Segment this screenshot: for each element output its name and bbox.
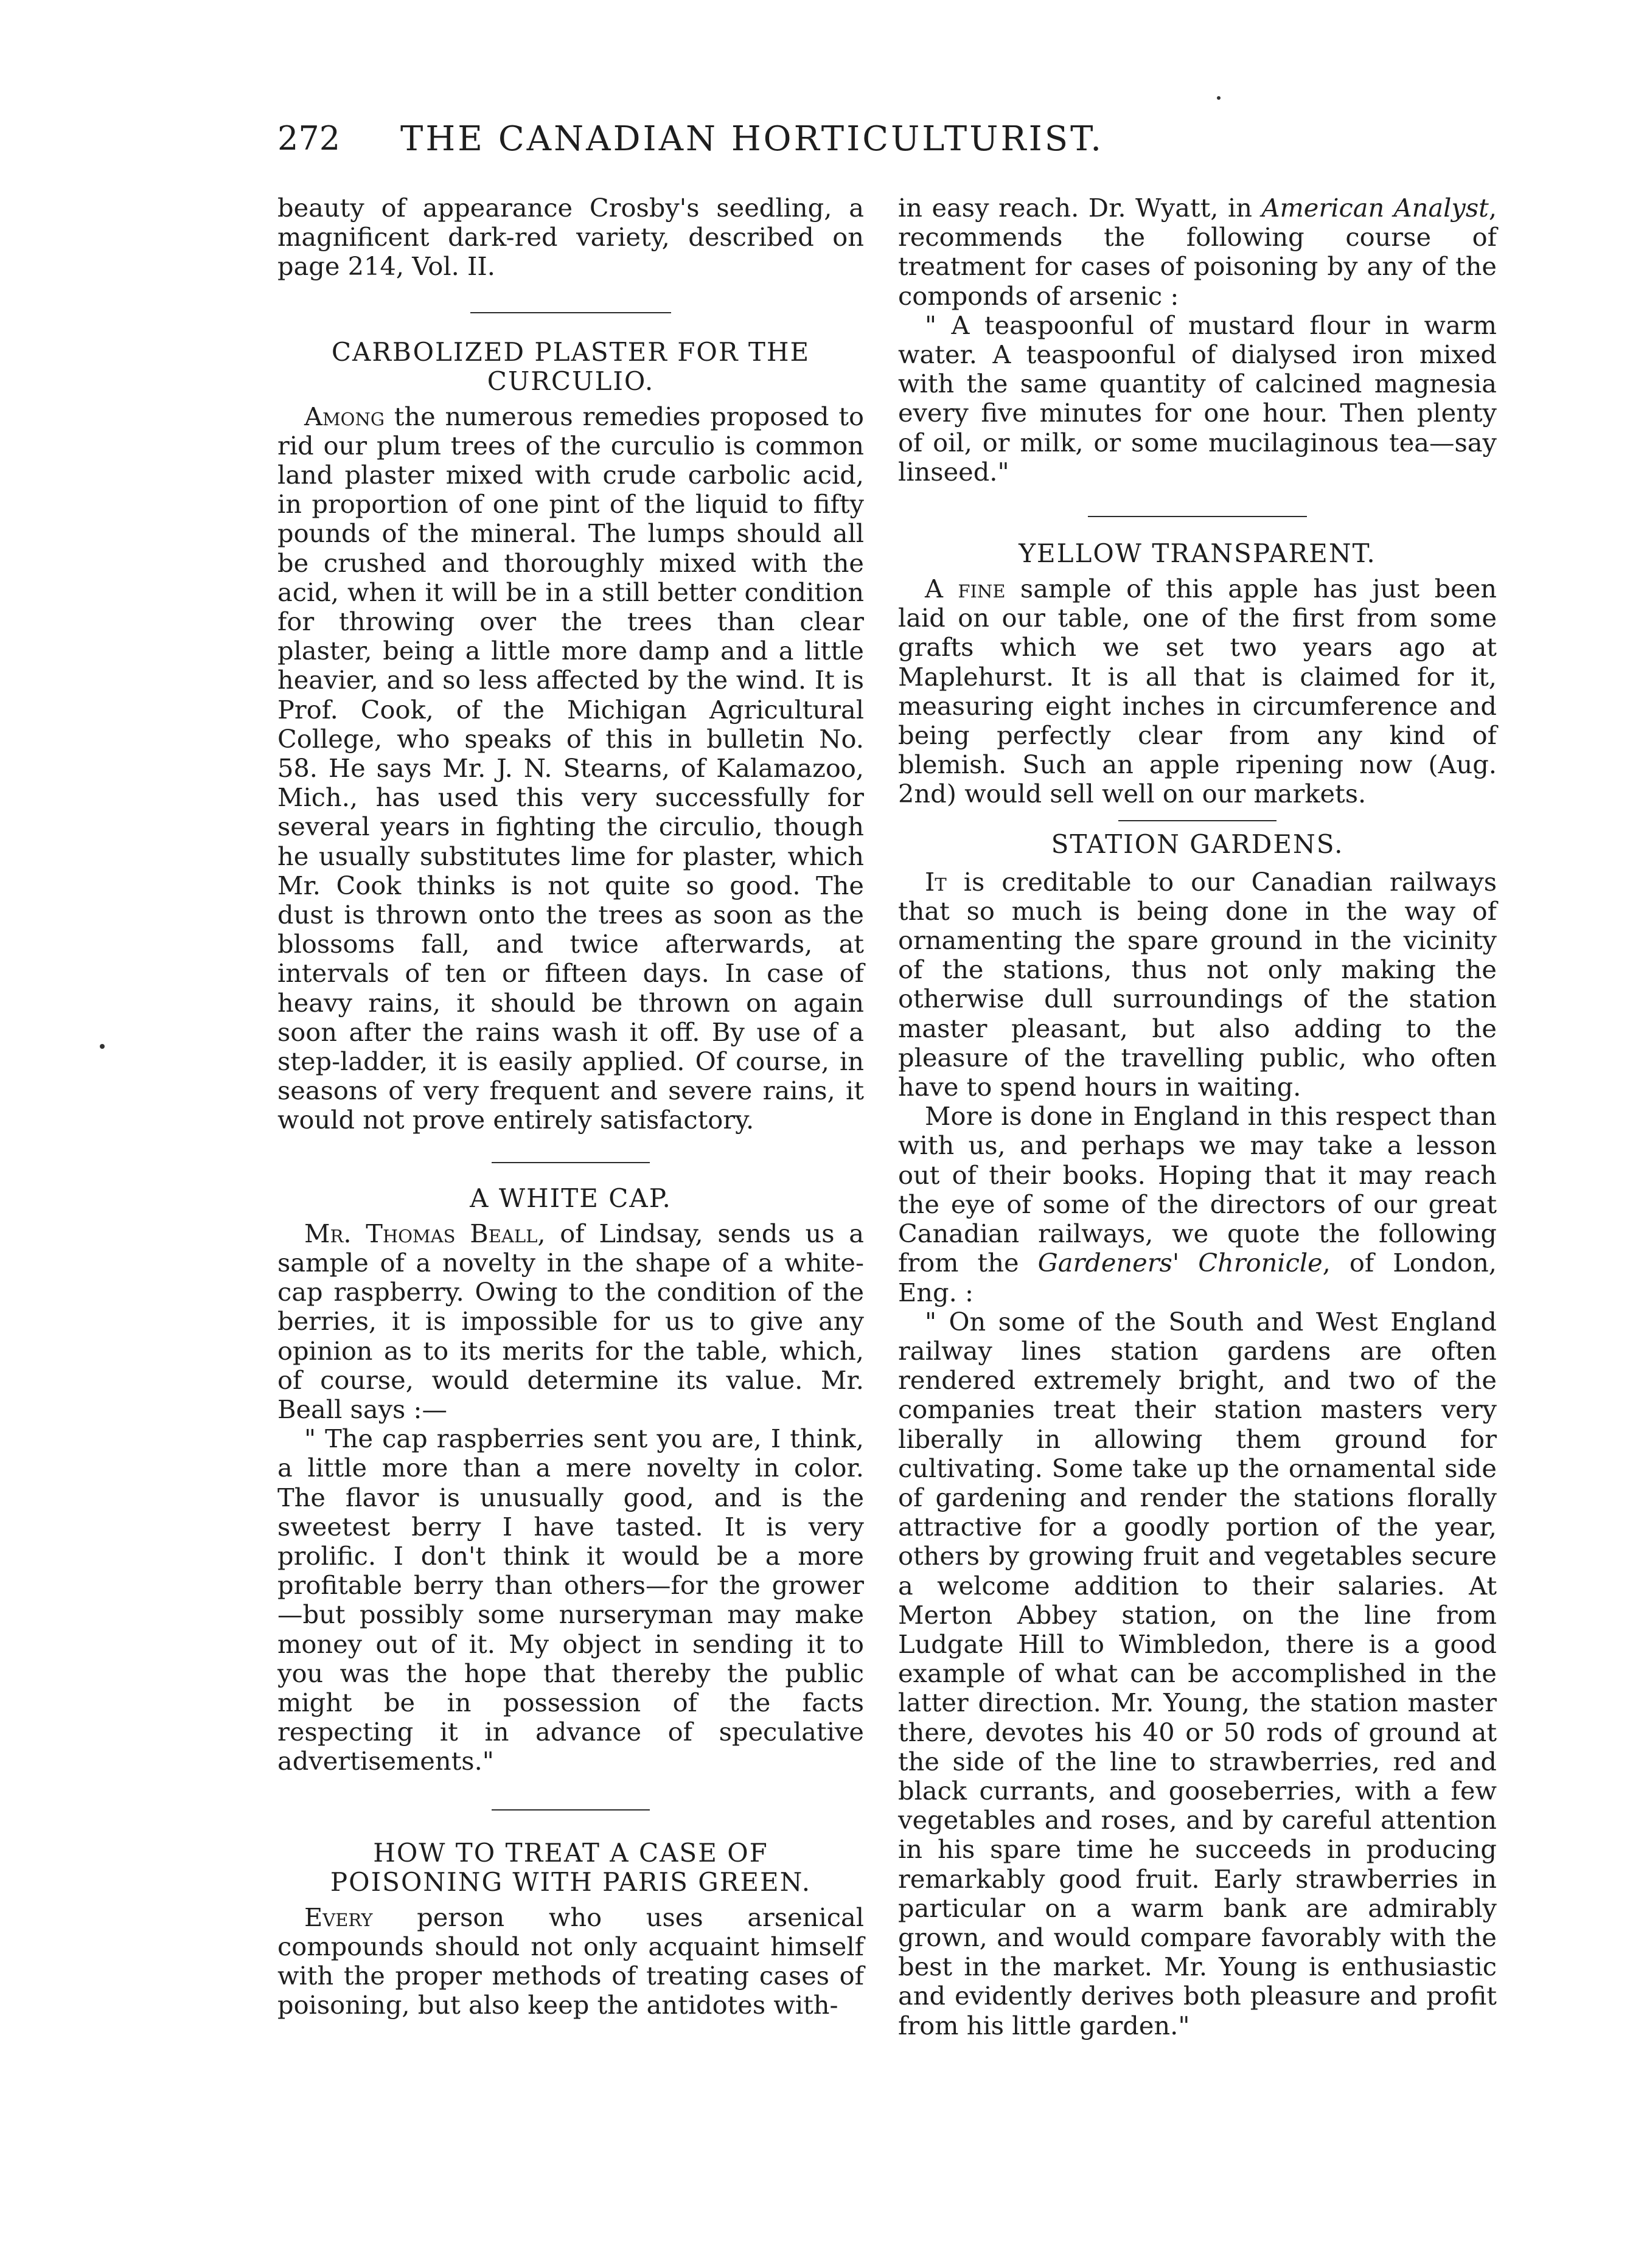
white-cap-paragraph [277,1219,864,1424]
right-column [898,193,1497,2040]
section-divider [492,1162,650,1163]
print-speck [1217,96,1221,100]
lead-word: Among [304,401,385,431]
station-quote: " On some of the South and West England railway lines station gardens are often rendered extremely bright, and two of the companies treat their station masters very liberally in allowing them ground for cultivating. Some take up the ornamental side of gardening and render the stations florally attractive for a goodly portion of the year, others by growing fruit and vegetables secure a welcome addition to their salaries. At Merton Abbey station, on the line from Ludgate Hill to Wimbledon, there is a good example of what can be accomplished in the latter direction. Mr. Young, the station master there, devotes his 40 or 50 rods of ground at the side of the line to strawberries, red and black currants, and gooseberries, with a few vegetables and roses, and by careful attention in his spare time he succeeds in producing remarkably good fruit. Early strawberries in particular on a warm bank are admirably grown, and would compare favorably with the best in the market. Mr. Young is enthusiastic and evidently derives both pleasure and profit from his little garden." [898,1306,1497,2040]
page-header [277,119,1227,174]
paris-green-quote: " A teaspoonful of mustard flour in warm water. A teaspoonful of dialysed iron mixed with the same quantity of calcined magnesia every five minutes for one hour. Then plenty of oil, or milk, or some mucilaginous tea—say linseed." [898,310,1497,487]
station-body: is creditable to our Canadian railways that so much is being done in the way of ornamenting the spare ground in the vicinity of the stations, thus not only making the otherwise dull surroundings of the station master pleasant, but also adding to the pleasure of the travelling public, who often have to spend hours in waiting. [898,866,1497,1102]
white-cap-quote: " The cap raspberries sent you are, I think, a little more than a mere novelty in color. The flavor is unusually good, and is the sweetest berry I have tasted. It is very prolific. I don't think it would be a more profitable berry than others—for the grower—but possibly some nurseryman may make money out of it. My object in sending it to you was the hope that thereby the public might be in possession of the facts respecting it in advance of speculative advertisements." [277,1424,864,1776]
station-paragraph-1 [898,868,1497,1102]
paris-green-title-line2: POISONING WITH PARIS GREEN. [330,1866,812,1897]
lead-word: Every [304,1902,373,1932]
lead-word: Mr. Thomas Beall, [304,1218,546,1248]
section-divider [470,312,671,313]
section-title-white-cap: A WHITE CAP. [470,1183,672,1213]
paris-green-paragraph [277,1903,864,2020]
page-number: 272 [277,119,341,158]
lead-word: A fine [925,574,1006,604]
yellow-paragraph [898,574,1497,809]
white-cap-body: of Lindsay, sends us a sample of a novelty in the shape of a white-cap raspberry. Owing to the condition of the berries, it is impossible for us to give any opinion as to its merits for the table, which, of course, would determine its value. Mr. Beall says :— [277,1218,864,1424]
left-column [277,193,864,2020]
section-divider [1118,820,1277,821]
paris-green-body: person who uses arsenical compounds should not only acquaint himself with the proper methods of treating cases of poisoning, but also keep the antidotes with- [277,1902,864,2020]
print-speck [100,1044,105,1049]
section-title-paris-green [277,1838,864,1897]
section-divider [1088,516,1307,517]
section-divider [492,1809,650,1811]
lead-word: It [925,866,947,897]
paris-green-title-line1: HOW TO TREAT A CASE OF [373,1837,768,1868]
carbolized-paragraph [277,402,864,1135]
carbolized-body: the numerous remedies proposed to rid our plum trees of the curculio is common land plaster mixed with crude carbolic acid, in proportion of one pint of the liquid to fifty pounds of the mineral. The lumps should all be crushed and thoroughly mixed with the acid, when it will be in a still better condition for throwing over the trees than clear plaster, being a little more damp and a little heavier, and so less affected by the wind. It is Prof. Cook, of the Michigan Agricultural College, who speaks of this in bulletin No. 58. He says Mr. J. N. Stearns, of Kalamazoo, Mich., has used this very successfully for several years in fighting the circulio, though he usually substitutes lime for plaster, which Mr. Cook thinks is not quite so good. The dust is thrown onto the trees as soon as the blossoms fall, and twice afterwards, at intervals of ten or fifteen days. In case of heavy rains, it should be thrown on again soon after the rains wash it off. By use of a step-ladder, it is easily applied. Of course, in seasons of very frequent and severe rains, it would not prove entirely satisfactory. [277,401,864,1135]
journal-title: THE CANADIAN HORTICULTURIST. [400,119,1104,159]
section-title-yellow: YELLOW TRANSPARENT. [1019,538,1376,569]
station-paragraph-2: More is done in England in this respect than with us, and perhaps we may take a lesson out of their books. Hoping that it may reach the eye of some of the directors of our great Canadian railways, we quote the following from the Gardeners' Chronicle, of London, Eng. : [898,1101,1497,1307]
section-title-station: STATION GARDENS. [1051,829,1344,859]
paris-green-continued: in easy reach. Dr. Wyatt, in American Analyst, recommends the following course of treatment for cases of poisoning by any of the componds of arsenic : [898,193,1497,311]
section-title-carbolized: CARBOLIZED PLASTER FOR THE CURCULIO. [331,336,810,396]
source-title: Gardeners' Chronicle [1037,1248,1323,1278]
source-title: American Analyst [1261,193,1489,223]
intro-paragraph: beauty of appearance Crosby's seedling, a magnificent dark-red variety, described on page 214, Vol. II. [277,193,864,282]
yellow-body: sample of this apple has just been laid on our table, one of the first from some grafts which we set two years ago at Maplehurst. It is all that is claimed for it, measuring eight inches in circumference and being perfectly clear from any kind of blemish. Such an apple ripening now (Aug. 2nd) would sell well on our markets. [898,574,1497,809]
